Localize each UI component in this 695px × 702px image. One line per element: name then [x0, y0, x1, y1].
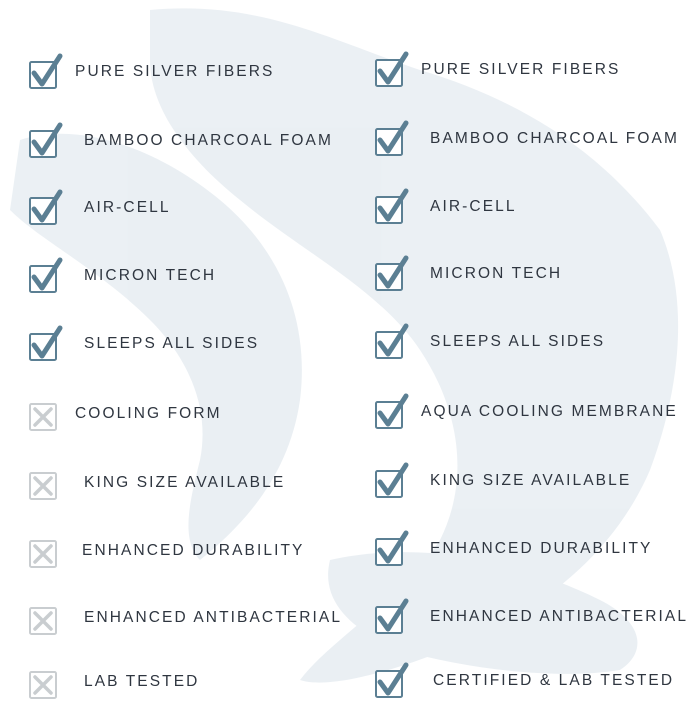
list-item: [374, 597, 688, 637]
checkbox-checked-icon: [28, 54, 62, 90]
feature-label: KING SIZE AVAILABLE: [84, 474, 286, 491]
list-item: [28, 121, 333, 161]
feature-label: SLEEPS ALL SIDES: [84, 335, 260, 352]
checkbox-crossed-icon: [28, 396, 62, 432]
list-item: [374, 661, 674, 701]
feature-label: ENHANCED DURABILITY: [82, 542, 305, 559]
list-item: [374, 254, 562, 294]
list-item: [28, 531, 305, 571]
feature-label: AIR-CELL: [84, 199, 171, 216]
checkbox-checked-icon: [374, 189, 408, 225]
checkbox-checked-icon: [28, 190, 62, 226]
list-item: [374, 529, 653, 569]
feature-label: COOLING FORM: [75, 405, 222, 422]
list-item: [28, 324, 259, 364]
feature-label: BAMBOO CHARCOAL FOAM: [430, 130, 679, 147]
checkbox-checked-icon: [374, 531, 408, 567]
feature-label: ENHANCED ANTIBACTERIAL: [430, 608, 689, 625]
checkbox-checked-icon: [374, 52, 408, 88]
feature-label: ENHANCED ANTIBACTERIAL: [84, 609, 343, 626]
feature-label: KING SIZE AVAILABLE: [430, 472, 632, 489]
feature-label: PURE SILVER FIBERS: [421, 61, 621, 78]
feature-label: BAMBOO CHARCOAL FOAM: [84, 132, 333, 149]
checkbox-checked-icon: [374, 256, 408, 292]
feature-label: CERTIFIED & LAB TESTED: [433, 672, 675, 689]
list-item: [374, 322, 605, 362]
list-item: [374, 119, 679, 159]
list-item: [28, 52, 274, 92]
checkbox-checked-icon: [28, 258, 62, 294]
list-item: [28, 598, 342, 638]
checkbox-checked-icon: [374, 599, 408, 635]
checkbox-checked-icon: [28, 123, 62, 159]
feature-label: MICRON TECH: [430, 265, 563, 282]
checkbox-checked-icon: [374, 324, 408, 360]
list-item: [28, 256, 216, 296]
checkbox-crossed-icon: [28, 600, 62, 636]
checkbox-crossed-icon: [28, 465, 62, 501]
list-item: [374, 461, 631, 501]
feature-label: MICRON TECH: [84, 267, 217, 284]
checkbox-checked-icon: [374, 663, 408, 699]
checkbox-checked-icon: [374, 463, 408, 499]
checkbox-checked-icon: [374, 121, 408, 157]
list-item: [374, 50, 620, 90]
checkbox-checked-icon: [374, 394, 408, 430]
checkbox-checked-icon: [28, 326, 62, 362]
list-item: [28, 463, 285, 503]
feature-label: SLEEPS ALL SIDES: [430, 333, 606, 350]
list-item: [374, 187, 517, 227]
feature-label: AIR-CELL: [430, 198, 517, 215]
feature-label: PURE SILVER FIBERS: [75, 63, 275, 80]
list-item: [28, 188, 171, 228]
feature-label: ENHANCED DURABILITY: [430, 540, 653, 557]
feature-label: LAB TESTED: [84, 673, 200, 690]
list-item: [28, 394, 222, 434]
list-item: [374, 392, 678, 432]
feature-label: AQUA COOLING MEMBRANE: [421, 403, 678, 420]
checkbox-crossed-icon: [28, 533, 62, 569]
list-item: [28, 662, 199, 702]
